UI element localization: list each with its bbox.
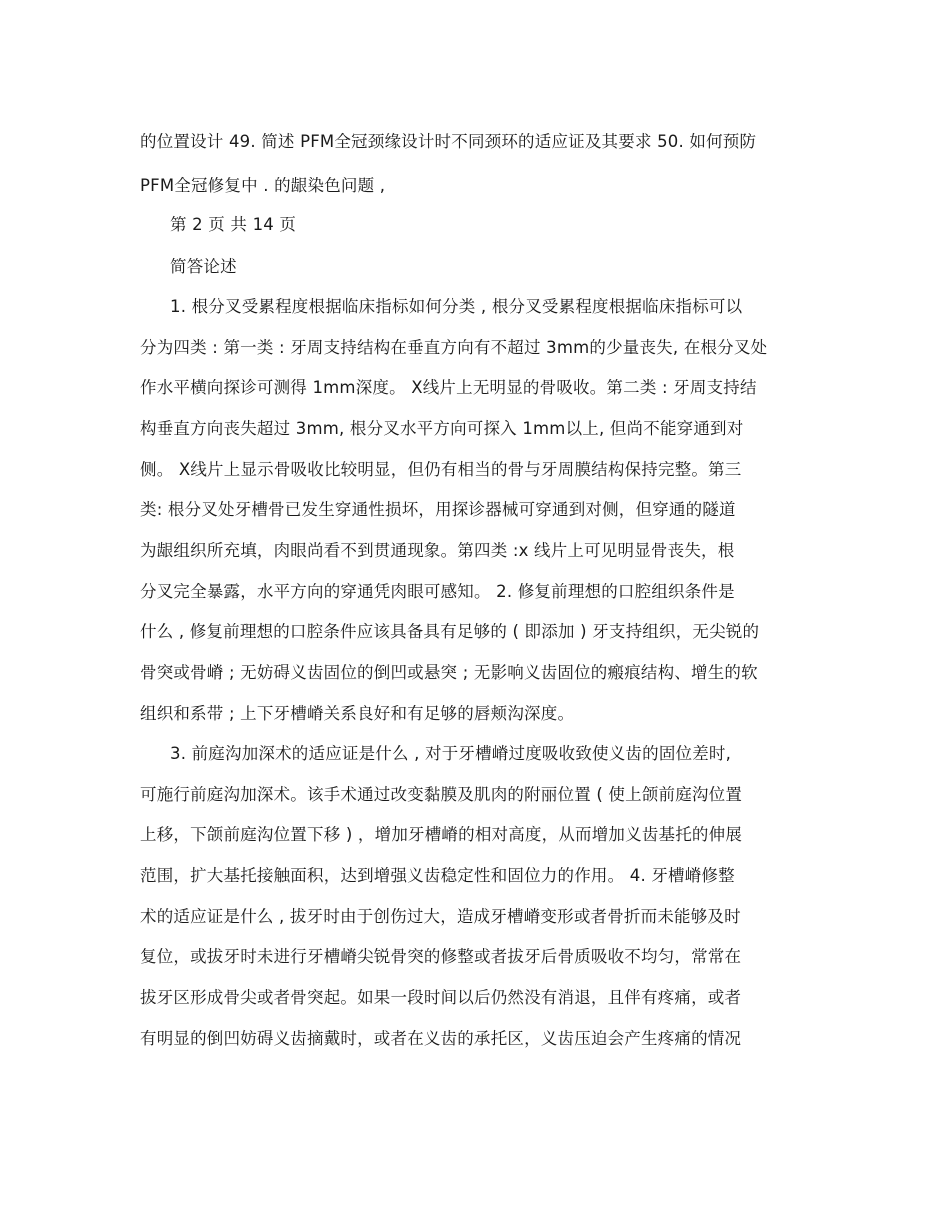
text-line: 的位置设计 49. 简述 PFM全冠颈缘设计时不同颈环的适应证及其要求 50. 如何预防 [140,132,757,151]
text-line: 拔牙区形成骨尖或者骨突起。如果一段时间以后仍然没有消退，且伴有疼痛，或者 [140,988,742,1007]
text-line: PFM全冠修复中 . 的龈染色问题 , [140,176,386,195]
text-line: 为龈组织所充填，肉眼尚看不到贯通现象。第四类 :x 线片上可见明显骨丧失，根 [140,541,735,560]
text-line: 有明显的倒凹妨碍义齿摘戴时，或者在义齿的承托区，义齿压迫会产生疼痛的情况 [140,1029,742,1048]
section-heading: 简答论述 [170,257,237,276]
text-line: 范围，扩大基托接触面积，达到增强义齿稳定性和固位力的作用。 4. 牙槽嵴修整 [140,866,735,885]
text-line: 类: 根分叉处牙槽骨已发生穿通性损坏，用探诊器械可穿通到对侧，但穿通的隧道 [140,500,736,519]
text-line: 1. 根分叉受累程度根据临床指标如何分类 , 根分叉受累程度根据临床指标可以 [170,297,743,316]
text-line: 分为四类 : 第一类 : 牙周支持结构在垂直方向有不超过 3mm的少量丧失, 在根分叉处 [140,338,768,357]
text-line: 3. 前庭沟加深术的适应证是什么 , 对于牙槽嵴过度吸收致使义齿的固位差时, [170,744,732,763]
page-number: 第 2 页 共 14 页 [170,215,297,234]
text-line: 侧。 X线片上显示骨吸收比较明显，但仍有相当的骨与牙周膜结构保持完整。第三 [140,460,742,479]
text-line: 术的适应证是什么 , 拔牙时由于创伤过大，造成牙槽嵴变形或者骨折而未能够及时 [140,907,741,926]
text-line: 复位，或拔牙时未进行牙槽嵴尖锐骨突的修整或者拔牙后骨质吸收不均匀，常常在 [140,947,742,966]
text-line: 什么 , 修复前理想的口腔条件应该具备具有足够的 ( 即添加 ) 牙支持组织，无尖锐的 [140,622,760,641]
text-line: 组织和系带 ; 上下牙槽嵴关系良好和有足够的唇颊沟深度。 [140,704,575,723]
text-line: 分叉完全暴露，水平方向的穿通凭肉眼可感知。 2. 修复前理想的口腔组织条件是 [140,582,735,601]
text-line: 作水平横向探诊可测得 1mm深度。 X线片上无明显的骨吸收。第二类 : 牙周支持结 [140,378,757,397]
text-line: 上移，下颌前庭沟位置下移 ) ，增加牙槽嵴的相对高度，从而增加义齿基托的伸展 [140,825,743,844]
text-line: 骨突或骨嵴 ; 无妨碍义齿固位的倒凹或悬突 ; 无影响义齿固位的瘢痕结构、增生的软 [140,663,758,682]
text-line: 构垂直方向丧失超过 3mm, 根分叉水平方向可探入 1mm以上, 但尚不能穿通到对 [140,419,744,438]
text-line: 可施行前庭沟加深术。该手术通过改变黏膜及肌肉的附丽位置 ( 使上颌前庭沟位置 [140,785,743,804]
